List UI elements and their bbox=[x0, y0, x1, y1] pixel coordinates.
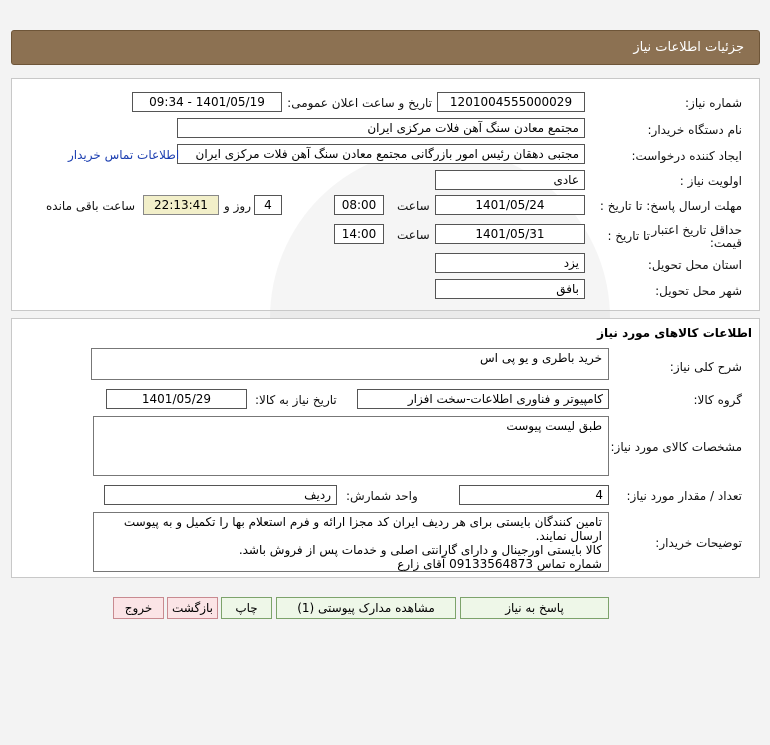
deadline-time-word: ساعت bbox=[397, 199, 430, 213]
buyer-notes-field bbox=[93, 512, 609, 572]
need-date-field: 1401/05/29 bbox=[106, 389, 247, 409]
print-button[interactable]: چاپ bbox=[221, 597, 272, 619]
exit-button[interactable]: خروج bbox=[113, 597, 164, 619]
creator-field: مجتبی دهقان رئیس امور بازرگانی مجتمع معادن سنگ آهن فلات مرکزی ایران bbox=[177, 144, 585, 164]
deadline-date-field: 1401/05/24 bbox=[435, 195, 585, 215]
specs-field: طبق لیست پیوست bbox=[93, 416, 609, 476]
priority-field: عادی bbox=[435, 170, 585, 190]
group-field: کامپیوتر و فناوری اطلاعات-سخت افزار bbox=[357, 389, 609, 409]
validity-time-field: 14:00 bbox=[334, 224, 384, 244]
need-info-panel bbox=[11, 78, 760, 311]
province-field: یزد bbox=[435, 253, 585, 273]
unit-label: واحد شمارش: bbox=[346, 489, 418, 503]
creator-label: ایجاد کننده درخواست: bbox=[631, 149, 742, 163]
priority-label: اولویت نیاز : bbox=[679, 174, 742, 188]
buyer-org-field: مجتمع معادن سنگ آهن فلات مرکزی ایران bbox=[177, 118, 585, 138]
general-desc-field: خرید باطری و یو پی اس bbox=[91, 348, 609, 380]
qty-label: تعداد / مقدار مورد نیاز: bbox=[626, 489, 742, 503]
need-date-label: تاریخ نیاز به کالا: bbox=[255, 393, 337, 407]
need-number-field: 1201004555000029 bbox=[437, 92, 585, 112]
general-desc-label: شرح کلی نیاز: bbox=[669, 360, 742, 374]
goods-section-title: اطلاعات کالاهای مورد نیاز bbox=[597, 326, 752, 340]
reply-button[interactable]: پاسخ به نیاز bbox=[460, 597, 609, 619]
city-field: بافق bbox=[435, 279, 585, 299]
remaining-label: ساعت باقی مانده bbox=[46, 199, 136, 213]
buyer-org-label: نام دستگاه خریدار: bbox=[647, 123, 742, 137]
days-field: 4 bbox=[254, 195, 282, 215]
attachments-button[interactable]: مشاهده مدارک پیوستی (1) bbox=[276, 597, 456, 619]
deadline-label: مهلت ارسال پاسخ: تا تاریخ : bbox=[599, 199, 742, 213]
buyer-note-line: شماره تماس 09133564873 آقای زارع bbox=[397, 557, 602, 571]
specs-label: مشخصات کالای مورد نیاز: bbox=[610, 440, 742, 454]
deadline-time-field: 08:00 bbox=[334, 195, 384, 215]
days-word: روز و bbox=[224, 199, 251, 213]
city-label: شهر محل تحویل: bbox=[655, 284, 742, 298]
validity-time-word: ساعت bbox=[397, 228, 430, 242]
qty-field: 4 bbox=[459, 485, 609, 505]
buyer-note-line: تامین کنندگان بایستی برای هر ردیف ایران کد مجزا ارائه و فرم استعلام بها را تکمیل و به پیوست ارسال نمایند. bbox=[123, 515, 602, 543]
buyer-notes-label: توضیحات خریدار: bbox=[655, 536, 742, 550]
validity-date-field: 1401/05/31 bbox=[435, 224, 585, 244]
group-label: گروه کالا: bbox=[693, 393, 742, 407]
validity-label-1: حداقل تاریخ اعتبار bbox=[651, 223, 742, 237]
buyer-note-line: کالا بایستی اورجینال و دارای گارانتی اصلی و خدمات پس از فروش باشد. bbox=[238, 543, 602, 557]
validity-label-2: قیمت: bbox=[709, 236, 742, 250]
remaining-time-field: 22:13:41 bbox=[143, 195, 219, 215]
buyer-contact-link[interactable]: اطلاعات تماس خریدار bbox=[68, 148, 180, 162]
page-title: جزئیات اطلاعات نیاز bbox=[633, 40, 744, 55]
need-number-label: شماره نیاز: bbox=[685, 96, 742, 110]
header-bar bbox=[11, 30, 760, 65]
unit-field: ردیف bbox=[104, 485, 337, 505]
validity-to-label: تا تاریخ : bbox=[607, 229, 650, 243]
announce-field: 1401/05/19 - 09:34 bbox=[132, 92, 282, 112]
announce-label: تاریخ و ساعت اعلان عمومی: bbox=[287, 96, 432, 110]
back-button[interactable]: بازگشت bbox=[167, 597, 218, 619]
province-label: استان محل تحویل: bbox=[647, 258, 742, 272]
